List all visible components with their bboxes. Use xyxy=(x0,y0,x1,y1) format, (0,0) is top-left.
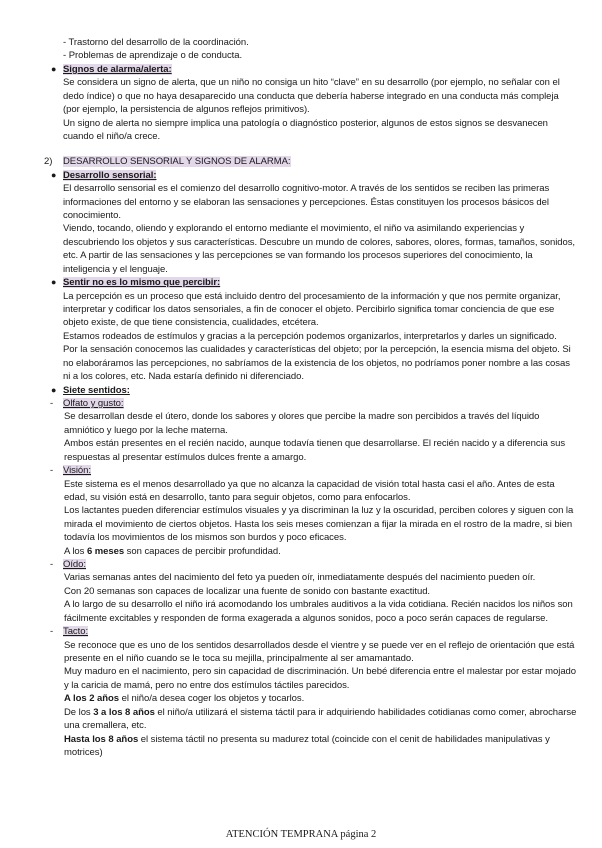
paragraph: Varias semanas antes del nacimiento del feto ya pueden oír, inmediatamente después del nacimiento pueden oír. xyxy=(64,572,536,584)
bold-text: Hasta los 8 años xyxy=(64,733,139,745)
document-body xyxy=(0,36,602,759)
text-run: el sistema táctil no presenta su madurez total (coincide con el cenit de habilidades manipulativas y motrices) xyxy=(64,733,550,758)
paragraph: Con 20 semanas son capaces de localizar una fuente de sonido con bastante exactitud. xyxy=(64,585,431,597)
text-run: A los xyxy=(64,545,87,557)
dash-heading-tacto xyxy=(0,625,602,638)
list-item: - Problemas de aprendizaje o de conducta. xyxy=(63,50,243,62)
dash-heading-olfato xyxy=(0,397,602,410)
text-run: De los xyxy=(64,706,94,718)
bold-text: 3 a los 8 años xyxy=(93,706,155,718)
text-run: el niño/a utilizará el sistema táctil para ir adquiriendo habilidades cotidianas como comer, abrocharse una cremallera, etc. xyxy=(64,706,577,732)
paragraph xyxy=(0,706,602,733)
bullet-heading-desarrollo-sensorial xyxy=(0,169,602,182)
bold-text: 6 meses xyxy=(86,545,125,557)
heading-signos-alarma: Signos de alarma/alerta: xyxy=(63,63,172,75)
heading-sentir: Sentir no es lo mismo que percibir: xyxy=(63,277,221,289)
bullet-icon: ● xyxy=(51,277,57,288)
dash-heading-oido xyxy=(0,558,602,571)
bullet-icon: ● xyxy=(51,384,57,395)
heading-oido: Oído: xyxy=(63,559,86,571)
paragraph xyxy=(0,733,602,760)
paragraph: Este sistema es el menos desarrollado ya que no alcanza la capacidad de visión total hasta casi el año. Antes de esta edad, su visión está en desarrollo, tanto para seguir objetos, como para enfocarlos. xyxy=(64,478,555,503)
bullet-icon: ● xyxy=(51,63,57,74)
footer-page-number: página 2 xyxy=(340,829,377,840)
paragraph: El desarrollo sensorial es el comienzo del desarrollo cognitivo-motor. A través de los sentidos se reciben las primeras informaciones del entorno y se elaboran las sensaciones y percepciones. Éstas constituyen los procesos básicos del conocimiento. xyxy=(63,183,550,222)
bullet-heading-siete-sentidos xyxy=(0,384,602,397)
bullet-heading-signos-alarma xyxy=(0,63,602,76)
list-item: - Trastorno del desarrollo de la coordinación. xyxy=(63,37,249,48)
heading-olfato: Olfato y gusto: xyxy=(63,397,124,409)
paragraph: Se desarrollan desde el útero, donde los sabores y olores que percibe la madre son percibidos a través del líquido amniótico y luego por la leche materna. xyxy=(64,411,540,436)
paragraph: Por la sensación conocemos las cualidades y características del objeto; por la percepción, la esencia misma del objeto. Si no elaboráramos las percepciones, no sabríamos de la existencia de los objetos, no podríamos poner nombre a las cosas ni a los colores, etc. Nada estaría definido ni diferenciado. xyxy=(63,344,571,383)
section-heading xyxy=(0,155,602,168)
dash-marker: - xyxy=(50,559,54,571)
paragraph xyxy=(0,692,602,705)
bullet-icon: ● xyxy=(51,169,57,180)
text-run: el niño/a desea coger los objetos y tocarlos. xyxy=(119,693,305,705)
heading-siete-sentidos: Siete sentidos: xyxy=(63,384,130,396)
section-number: 2) xyxy=(44,156,53,168)
paragraph: Muy maduro en el nacimiento, pero sin capacidad de discriminación. Un bebé diferencia entre el malestar por estar mojado y la caricia de mamá, pero no entre dos estímulos táctiles parecidos. xyxy=(64,666,577,691)
footer-title: ATENCIÓN TEMPRANA xyxy=(225,829,338,840)
dash-marker: - xyxy=(50,465,54,477)
bold-text: A los 2 años xyxy=(64,693,120,705)
paragraph: Los lactantes pueden diferenciar estímulos visuales y ya discriminan la luz y la oscuridad, perciben colores y siguen con la mirada el movimiento de ciertos objetos. Hasta los seis meses comienzan a fijar la mirada en el rostro de la madre, si bien todavía los movimientos de los mismos son burdos y poco eficaces. xyxy=(64,505,574,544)
bullet-heading-sentir xyxy=(0,276,602,289)
paragraph: Viendo, tocando, oliendo y explorando el entorno mediante el movimiento, el niño va asimilando experiencias y descubriendo los objetos y sus características. Descubre un mundo de colores, sabores, olores, formas, tamaños, sonidos, etc. A partir de las sensaciones y las percepciones se van formando los procesos superiores del conocimiento, la inteligencia y el lenguaje. xyxy=(63,223,576,275)
dash-marker: - xyxy=(50,626,54,638)
page-footer xyxy=(0,829,602,840)
heading-tacto: Tacto: xyxy=(63,626,89,638)
heading-desarrollo-sensorial: Desarrollo sensorial: xyxy=(63,169,157,181)
paragraph: Se considera un signo de alerta, que un niño no consiga un hito “clave” en su desarrollo (por ejemplo, no señalar con el dedo índice) o que no haya desaparecido una conducta que debería haberse integrado en una conducta más compleja (por ejemplo, la persistencia de algunos reflejos primitivos). xyxy=(63,77,560,116)
section-title: DESARROLLO SENSORIAL Y SIGNOS DE ALARMA: xyxy=(63,156,291,168)
text-run: son capaces de percibir profundidad. xyxy=(124,545,281,557)
paragraph: Se reconoce que es uno de los sentidos desarrollados desde el vientre y se puede ver en el reflejo de orientación que está presente en el niño cuando se le toca su mejilla, principalmente al ser amamantado. xyxy=(64,639,575,664)
paragraph: La percepción es un proceso que está incluido dentro del procesamiento de la información y que nos permite organizar, interpretar y codificar los datos sensoriales, a fin de conocer el objeto. Percibirlo significa tomar conciencia de que ese objeto existe, de que tiene consistencia, cualidades, etcétera. xyxy=(63,290,561,329)
paragraph: A lo largo de su desarrollo el niño irá acomodando los umbrales auditivos a la vida cotidiana. Recién nacidos los niños son fácilmente excitables y responden de forma exagerada a algunos sonidos, poco a poco serán capaces de regularse. xyxy=(64,599,573,624)
paragraph xyxy=(0,545,602,558)
paragraph: Un signo de alerta no siempre implica una patología o diagnóstico posterior, algunos de estos signos se desvanecen cuando el niño/a crece. xyxy=(63,117,548,142)
dash-marker: - xyxy=(50,397,54,409)
paragraph: Estamos rodeados de estímulos y gracias a la percepción podemos organizarlos, interpretarlos y darles un significado. xyxy=(63,330,557,342)
paragraph: Ambos están presentes en el recién nacido, aunque todavía tienen que desarrollarse. El recién nacido y a diferencia sus respuestas al presentar estímulos dulces frente a amargo. xyxy=(64,438,566,463)
heading-vision: Visión: xyxy=(63,465,91,477)
dash-heading-vision xyxy=(0,464,602,477)
